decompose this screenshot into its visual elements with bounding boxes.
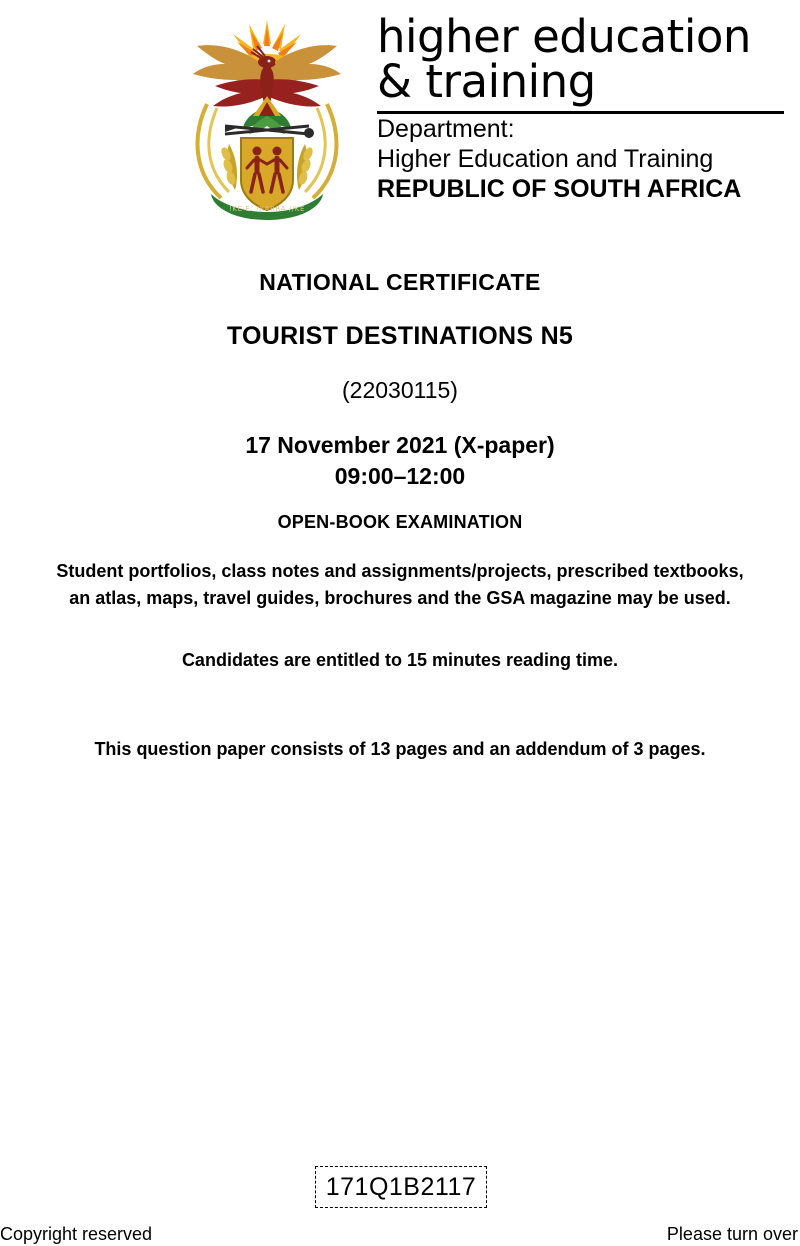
reading-time-note: Candidates are entitled to 15 minutes reading time.: [181, 650, 619, 670]
exam-date: 17 November 2021 (X-paper): [245, 432, 555, 458]
paper-code-box: [315, 1166, 487, 1208]
svg-text:!KE E: /XARRA //KE: !KE E: /XARRA //KE: [229, 205, 305, 213]
page-count-note: This question paper consists of 13 pages and an addendum of 3 pages.: [94, 739, 706, 759]
exam-type-label: OPEN-BOOK EXAMINATION: [277, 512, 523, 532]
country-name: REPUBLIC OF SOUTH AFRICA: [377, 175, 742, 203]
south-african-coat-of-arms-icon: [181, 12, 353, 227]
permitted-materials-line-1: Student portfolios, class notes and assignments/projects, prescribed textbooks,: [56, 561, 744, 581]
department-logo-text: [377, 10, 787, 204]
logo-line-1: higher education: [377, 10, 751, 63]
permitted-materials-line-2: an atlas, maps, travel guides, brochures and the GSA magazine may be used.: [69, 588, 731, 608]
permitted-materials: [22, 558, 778, 612]
copyright-notice: Copyright reserved: [0, 1224, 153, 1244]
turn-over-notice: Please turn over: [666, 1224, 798, 1244]
document-header: [0, 0, 800, 240]
exam-time: 09:00–12:00: [334, 463, 466, 489]
paper-code: 171Q1B2117: [325, 1172, 477, 1201]
department-name: Higher Education and Training: [377, 145, 714, 173]
certificate-type: NATIONAL CERTIFICATE: [259, 269, 541, 295]
department-label: Department:: [377, 115, 515, 143]
subject-title: TOURIST DESTINATIONS N5: [226, 322, 574, 350]
logo-line-2: & training: [377, 55, 596, 108]
exam-datetime: [0, 430, 800, 492]
subject-code: (22030115): [342, 377, 458, 403]
